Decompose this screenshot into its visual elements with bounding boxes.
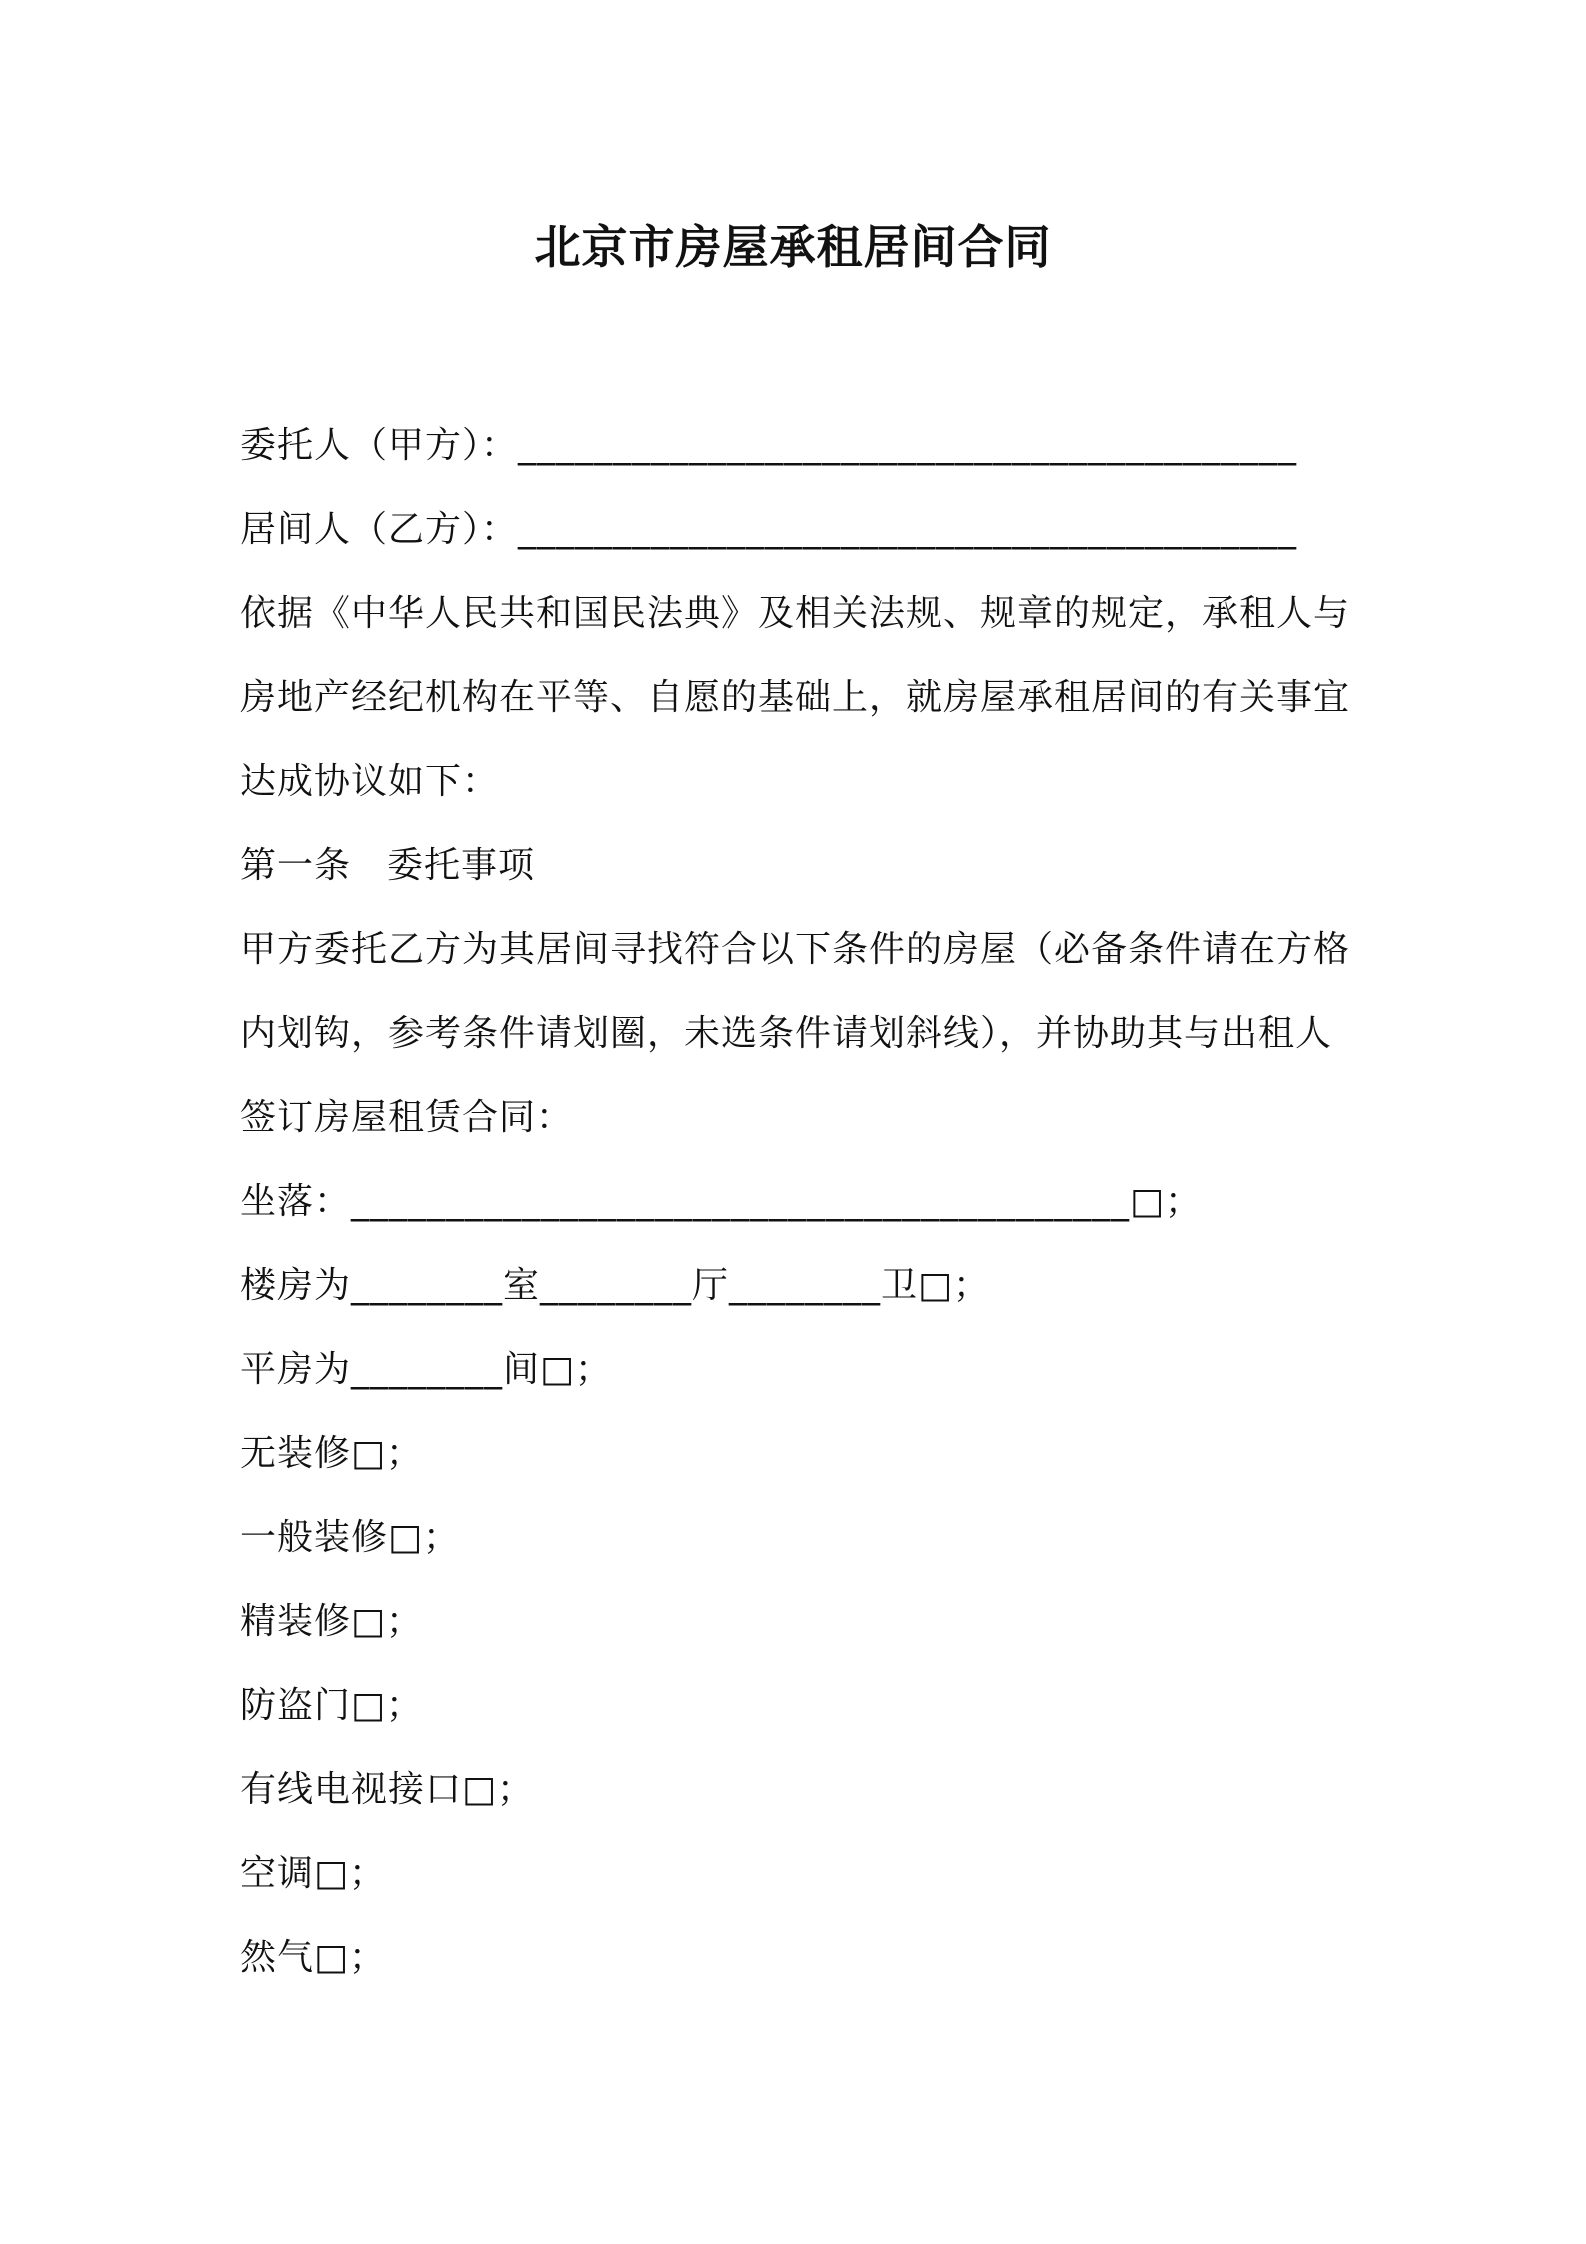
article-1-text-line-3: 签订房屋租赁合同：: [240, 1097, 574, 1138]
document-body: [240, 404, 1360, 2000]
option-cable-tv: 有线电视接口□；: [240, 1769, 535, 1810]
party-a-line: 委托人（甲方）：_________________________________________: [240, 425, 1298, 466]
bungalow-rooms-line: 平房为________间□；: [240, 1349, 613, 1390]
preamble-line-2: 房地产经纪机构在平等、自愿的基础上，就房屋承租居间的有关事宜: [240, 677, 1351, 718]
document-title: 北京市房屋承租居间合同: [534, 220, 1052, 274]
location-line: 坐落：_________________________________________□；: [240, 1181, 1203, 1222]
option-no-decoration: 无装修□；: [240, 1433, 424, 1474]
apartment-layout-line: 楼房为________室________厅________卫□；: [240, 1265, 991, 1306]
option-air-conditioning: 空调□；: [240, 1853, 387, 1894]
article-1-heading-line: [240, 824, 1360, 908]
article-1-heading: 委托事项: [387, 845, 536, 886]
party-b-line: 居间人（乙方）：_________________________________________: [240, 509, 1298, 550]
article-1-number: 第一条: [240, 845, 352, 886]
option-security-door: 防盗门□；: [240, 1685, 424, 1726]
preamble-line-1: 依据《中华人民共和国民法典》及相关法规、规章的规定，承租人与: [240, 593, 1351, 634]
option-gas: 然气□；: [240, 1937, 387, 1978]
article-1-text-line-1: 甲方委托乙方为其居间寻找符合以下条件的房屋（必备条件请在方格: [240, 929, 1351, 970]
option-fine-decoration: 精装修□；: [240, 1601, 424, 1642]
article-1-text-line-2: 内划钩，参考条件请划圈，未选条件请划斜线），并协助其与出租人: [240, 1013, 1333, 1054]
preamble-line-3: 达成协议如下：: [240, 761, 500, 802]
option-basic-decoration: 一般装修□；: [240, 1517, 461, 1558]
